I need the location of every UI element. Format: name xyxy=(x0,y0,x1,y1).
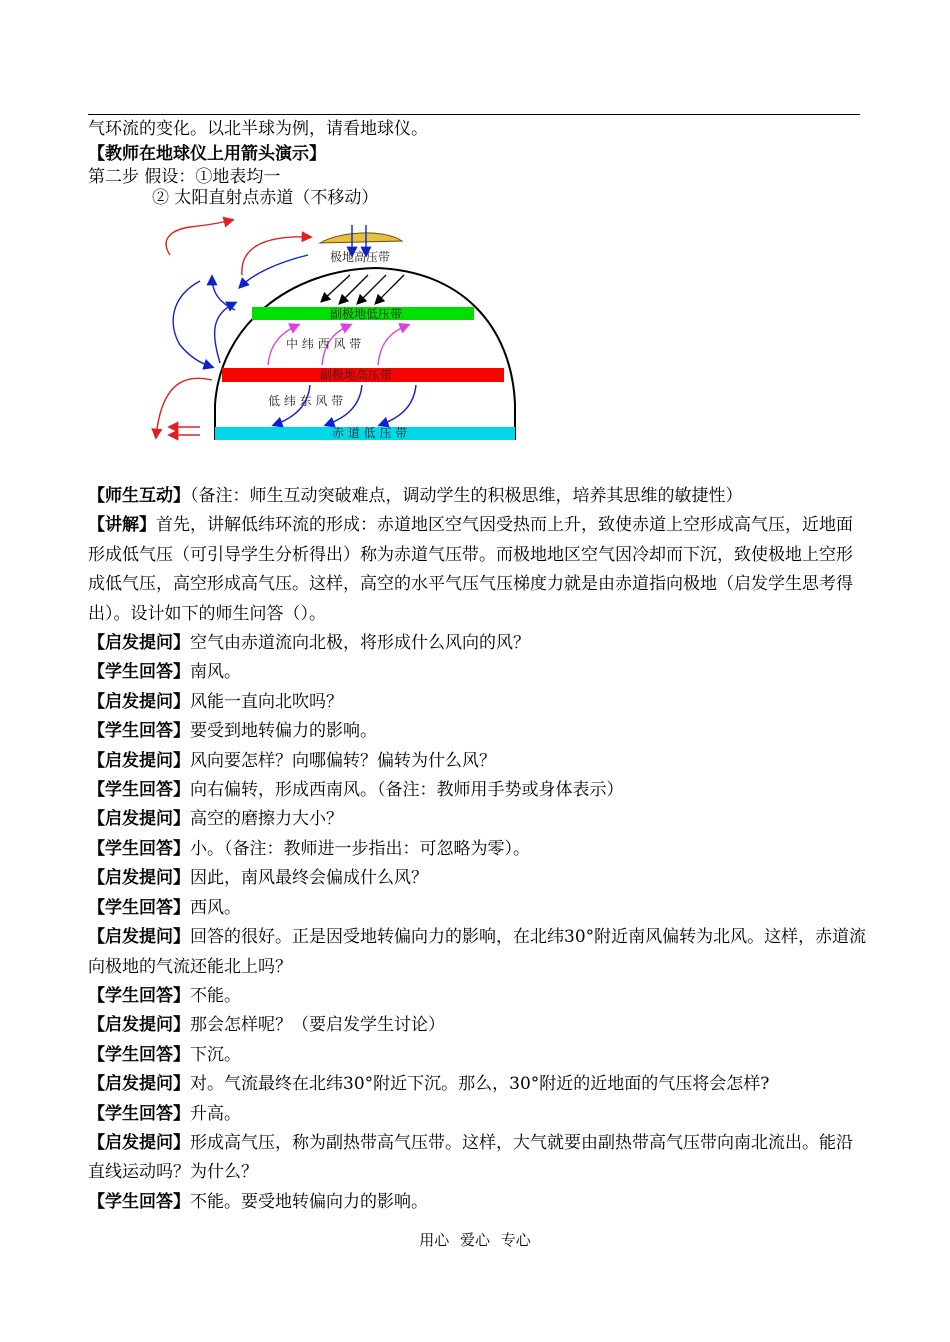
qa-line: 【学生回答】不能。要受地转偏向力的影响。 xyxy=(88,1191,428,1212)
label-subpolar-low: 副极地低压带 xyxy=(330,307,403,321)
qa-line: 【学生回答】西风。 xyxy=(88,897,241,918)
qa-line: 【启发提问】空气由赤道流向北极，将形成什么风向的风？ xyxy=(88,633,530,654)
qa-line: 【学生回答】向右偏转，形成西南风。（备注：教师用手势或身体表示） xyxy=(88,780,624,801)
qa-line: 【学生回答】不能。 xyxy=(88,985,241,1006)
qa-line: 【启发提问】风能一直向北吹吗？ xyxy=(88,691,343,712)
polar-cap xyxy=(320,233,402,243)
label-subtropical-high: 副极地高压带 xyxy=(320,368,393,382)
label-equatorial-low: 赤 道 低 压 带 xyxy=(332,426,408,440)
hemisphere-outline xyxy=(215,268,515,440)
paragraph-interaction: 【师生互动】（备注：师生互动突破难点，调动学生的积极思维，培养其思维的敏捷性） xyxy=(88,486,743,506)
header-line-2: 【教师在地球仪上用箭头演示】 xyxy=(88,144,326,164)
qa-line: 【启发提问】因此，南风最终会偏成什么风？ xyxy=(88,868,428,889)
qa-line: 【学生回答】南风。 xyxy=(88,662,241,683)
qa-line: 【学生回答】小。（备注：教师进一步指出：可忽略为零）。 xyxy=(88,838,530,859)
qa-line: 【启发提问】那会怎样呢？（要启发学生讨论） xyxy=(88,1015,445,1036)
header-line-3: 第二步 假设：①地表均一 xyxy=(88,167,281,187)
qa-line: 【学生回答】要受到地转偏力的影响。 xyxy=(88,721,377,742)
label-polar-high: 极地高压带 xyxy=(330,250,391,264)
dialogue-body xyxy=(88,482,868,1217)
label-westerlies: 中 纬 西 风 带 xyxy=(286,337,362,351)
qa-line: 【启发提问】形成高气压，称为副热带高气压带。这样，大气就要由副热带高气压带向南北流出。能沿直线运动吗？为什么？ xyxy=(88,1132,853,1183)
header-rule xyxy=(88,114,860,115)
page-footer: 用心 爱心 专心 xyxy=(419,1231,531,1249)
qa-line: 【启发提问】高空的磨擦力大小？ xyxy=(88,809,343,830)
header-line-1: 气环流的变化。以北半球为例，请看地球仪。 xyxy=(88,119,428,139)
qa-line: 【学生回答】升高。 xyxy=(88,1103,241,1124)
qa-line: 【学生回答】下沉。 xyxy=(88,1044,241,1065)
qa-line: 【启发提问】对。气流最终在北纬30°附近下沉。那么，30°附近的近地面的气压将会怎样? xyxy=(88,1074,770,1095)
qa-line: 【启发提问】风向要怎样？向哪偏转？偏转为什么风？ xyxy=(88,750,496,771)
qa-line: 【启发提问】回答的很好。正是因受地转偏向力的影响，在北纬30°附近南风偏转为北风。这样，赤道流向极地的气流还能北上吗？ xyxy=(88,927,867,977)
atmospheric-circulation-diagram xyxy=(140,215,540,455)
paragraph-explanation: 【讲解】首先，讲解低纬环流的形成：赤道地区空气因受热而上升，致使赤道上空形成高气压，近地面形成低气压（可引导学生分析得出）称为赤道气压带。而极地地区空气因冷却而下沉，致使极地上空形成低气压，高空形成高气压。这样，高空的水平气压气压梯度力就是由赤道指向极地（启发学生思考得出）。设计如下的师生问答（）。 xyxy=(88,515,853,624)
header-line-4: ② 太阳直射点赤道（不移动） xyxy=(152,188,379,208)
label-trades: 低 纬 东 风 带 xyxy=(268,394,344,408)
